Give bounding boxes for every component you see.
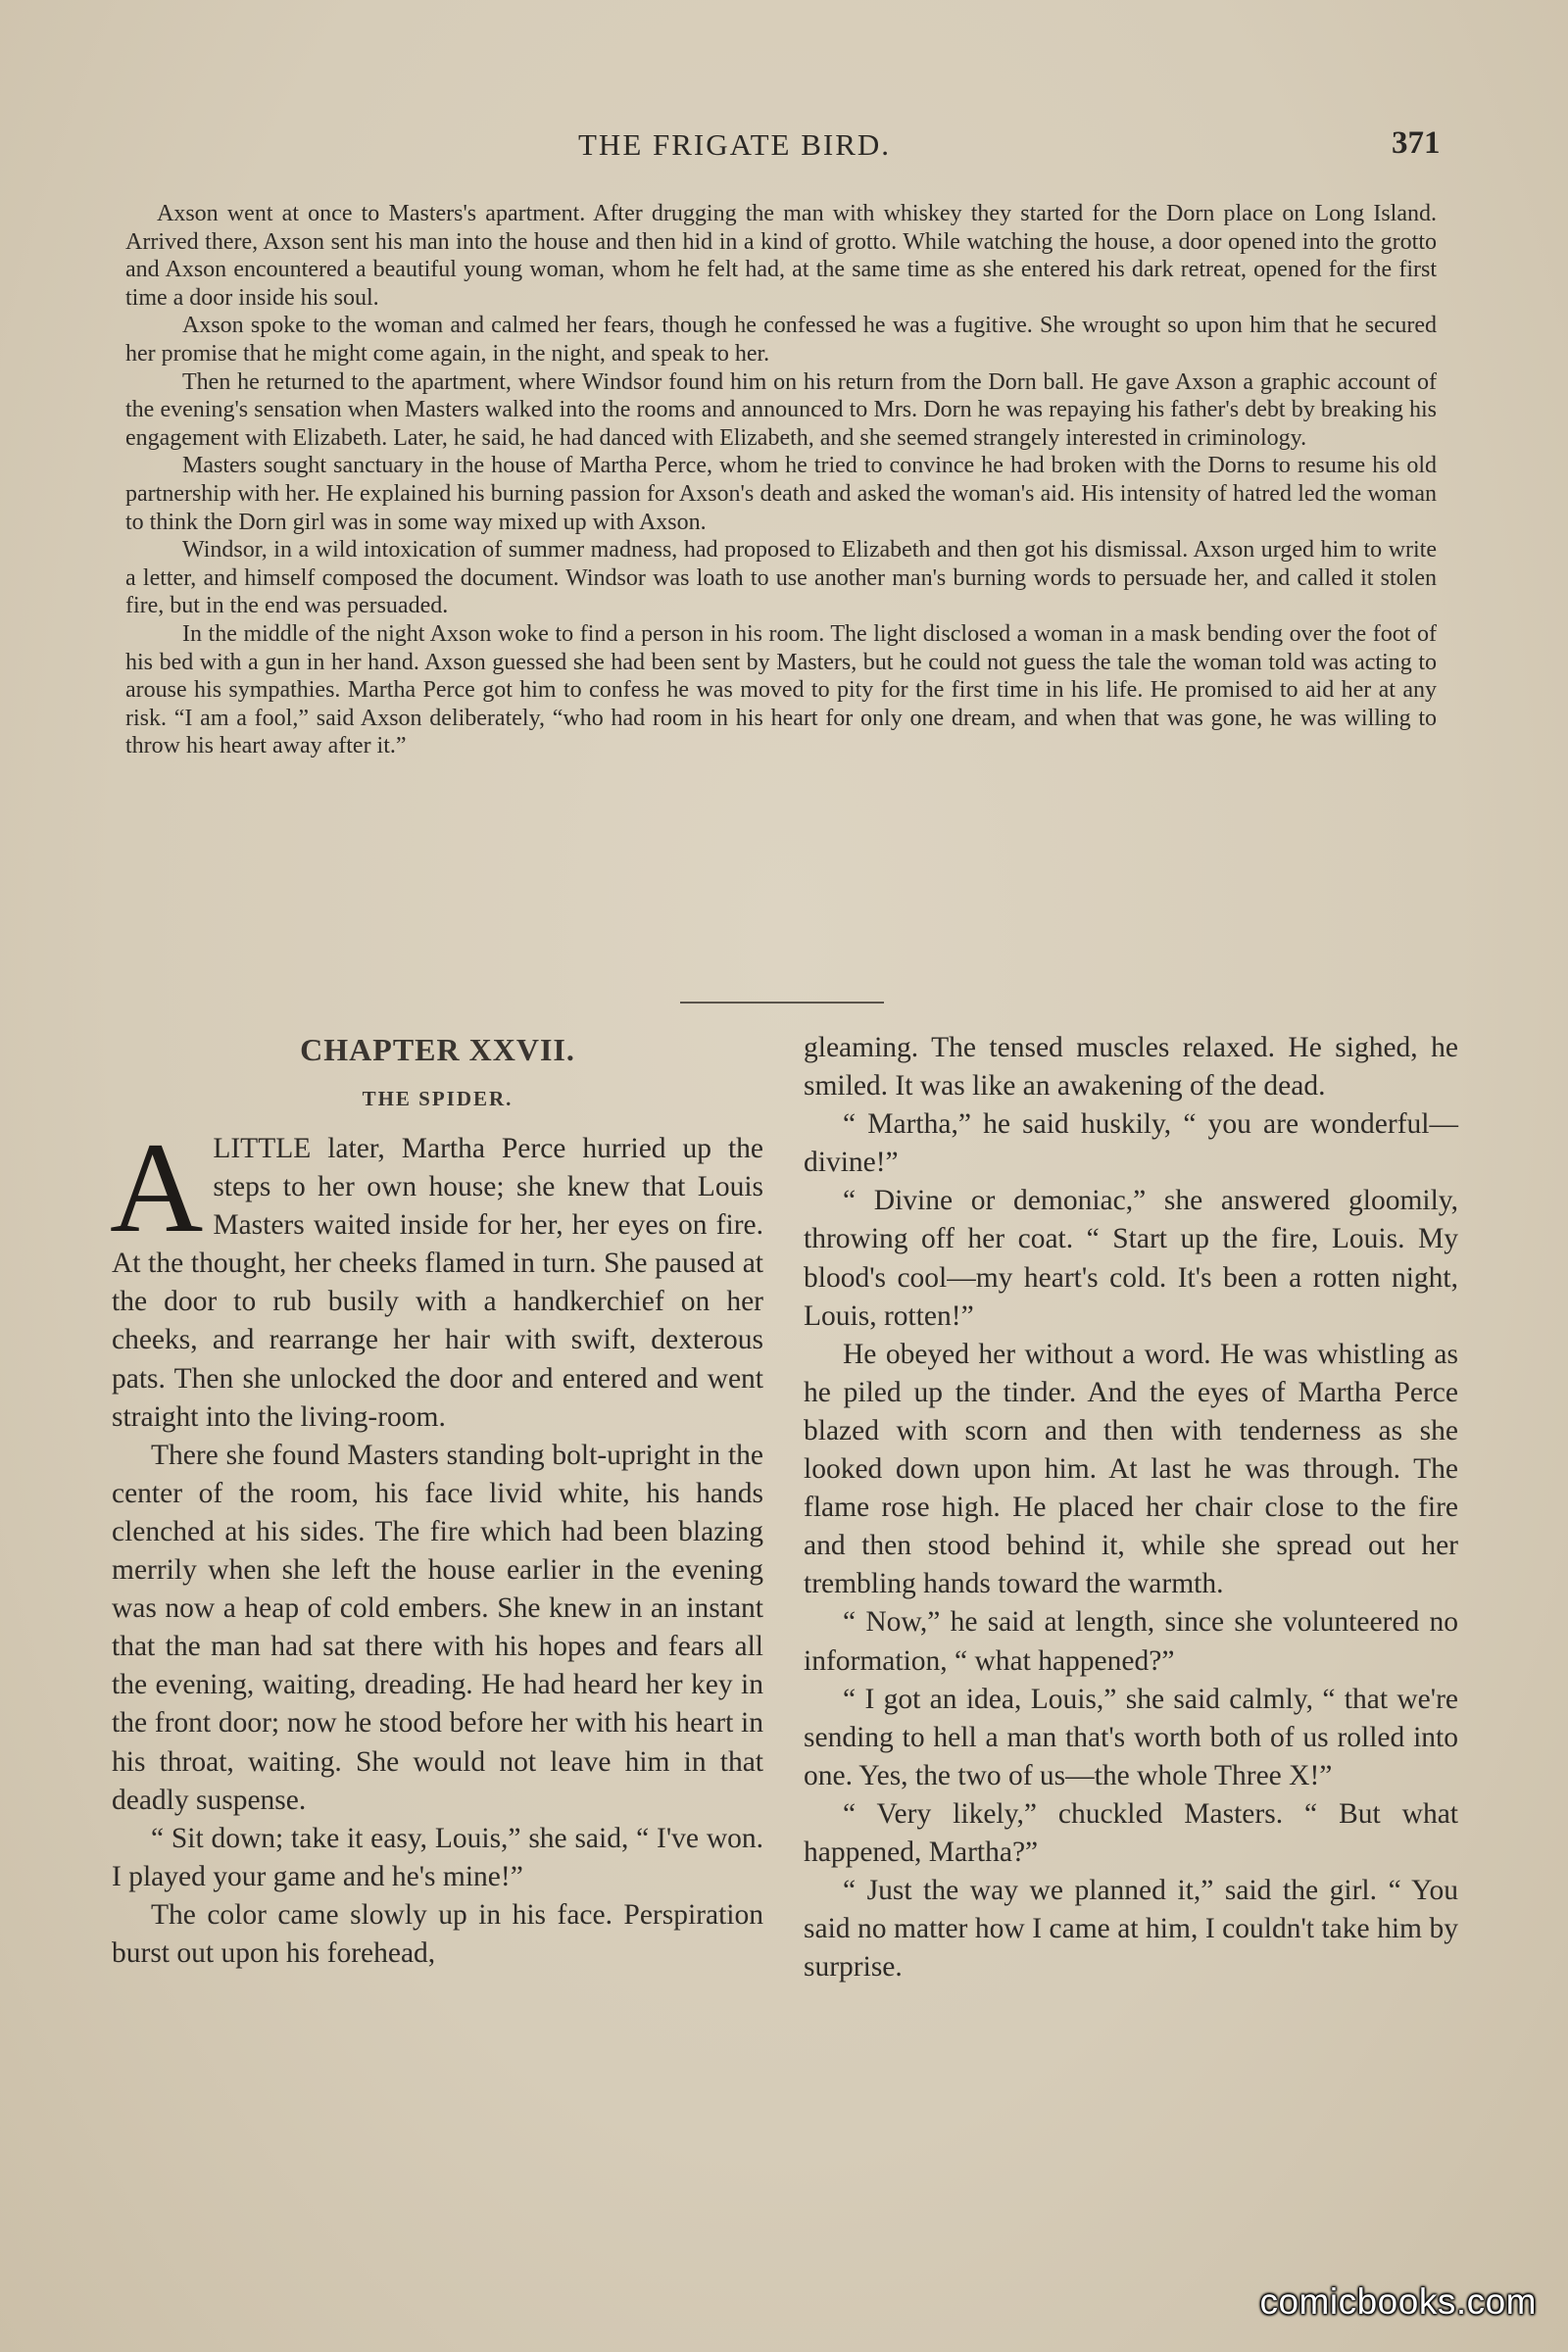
body-paragraph: “ Sit down; take it easy, Louis,” she said, “ I've won. I played your game and he's mine!” bbox=[112, 1822, 763, 1892]
running-title: THE FRIGATE BIRD. bbox=[578, 127, 892, 162]
synopsis-paragraph: Windsor, in a wild intoxication of summer madness, had proposed to Elizabeth and then got his dismissal. Axson urged him to write a letter, and himself composed the document. Windsor was loath to use another man's burning words to persuade her, and called it stolen fire, but in the end was persuaded. bbox=[125, 537, 1437, 619]
section-divider bbox=[680, 1002, 884, 1004]
synopsis-paragraph: Masters sought sanctuary in the house of Martha Perce, whom he tried to convince he had broken with the Dorns to resume his old partnership with her. He explained his burning passion for Axson's death and asked the woman's aid. His intensity of hatred led the woman to think the Dorn girl was in some way mixed up with Axson. bbox=[125, 453, 1437, 535]
body-paragraph: There she found Masters standing bolt-upright in the center of the room, his face livid white, his hands clenched at his sides. The fire which had been blazing merrily when she left the house earlier in the evening was now a heap of cold embers. She knew in an instant that the man had sat there with his hopes and fears all the evening, waiting, dreading. He had heard her key in the front door; now he stood before her with his heart in his throat, waiting. She would not leave him in that deadly suspense. bbox=[112, 1439, 763, 1816]
opening-paragraph-text: LITTLE later, Martha Perce hurried up the steps to her own house; she knew that Louis Masters waited inside for her, her eyes on fire. At the thought, her cheeks flamed in turn. She paused at the door to rub busily with a handkerchief on her cheeks, and rearrange her hair with swift, dexterous pats. Then she unlocked the door and entered and went straight into the living-room. bbox=[112, 1133, 763, 1433]
synopsis-paragraph: Axson spoke to the woman and calmed her fears, though he confessed he was a fugitive. She wrought so upon him that he secured her promise that he might come again, in the night, and speak to her. bbox=[125, 313, 1437, 367]
body-paragraph: The color came slowly up in his face. Perspiration burst out upon his forehead, bbox=[112, 1898, 763, 1969]
continued-paragraph: gleaming. The tensed muscles relaxed. He sighed, he smiled. It was like an awakening of the dead. bbox=[804, 1032, 1458, 1102]
body-paragraph: “ Just the way we planned it,” said the girl. “ You said no matter how I came at him, I couldn't take him by surprise. bbox=[804, 1875, 1458, 1984]
synopsis-section bbox=[125, 200, 1437, 760]
chapter-title: CHAPTER XXVII. bbox=[300, 1032, 575, 1067]
body-paragraph: He obeyed her without a word. He was whistling as he piled up the tinder. And the eyes of Martha Perce blazed with scorn and then with tenderness as she looked down upon him. At last he was through. The flame rose high. He placed her chair close to the fire and then stood behind it, while she spread out her trembling hands toward the warmth. bbox=[804, 1338, 1458, 1600]
body-paragraph: “ I got an idea, Louis,” she said calmly, “ that we're sending to hell a man that's worth both of us rolled into one. Yes, the two of us—the whole Three X!” bbox=[804, 1683, 1458, 1791]
body-paragraph: “ Divine or demoniac,” she answered gloomily, throwing off her coat. “ Start up the fire, Louis. My blood's cool—my heart's cold. It's been a rotten night, Louis, rotten!” bbox=[804, 1185, 1458, 1332]
drop-cap: A bbox=[110, 1115, 204, 1259]
chapter-subtitle: THE SPIDER. bbox=[362, 1087, 514, 1110]
page-number: 371 bbox=[1392, 125, 1441, 161]
synopsis-paragraph: Axson went at once to Masters's apartment. After drugging the man with whiskey they started for the Dorn place on Long Island. Arrived there, Axson sent his man into the house and then hid in a kind of grotto. While watching the house, a door opened into the grotto and Axson encountered a beautiful young woman, whom he felt had, at the same time as she entered his dark retreat, opened for the first time a door inside his soul. bbox=[125, 201, 1437, 311]
opening-paragraph bbox=[110, 1115, 763, 1437]
synopsis-paragraph: Then he returned to the apartment, where Windsor found him on his return from the Dorn ball. He gave Axson a graphic account of the evening's sensation when Masters walked into the rooms and announced to Mrs. Dorn he was repaying his father's debt by breaking his engagement with Elizabeth. Later, he said, he had danced with Elizabeth, and she seemed strangely interested in criminology. bbox=[125, 368, 1437, 451]
page-header bbox=[0, 127, 1568, 167]
body-paragraph: “ Very likely,” chuckled Masters. “ But what happened, Martha?” bbox=[804, 1797, 1458, 1868]
watermark: comicbooks.com bbox=[1259, 2281, 1537, 2322]
body-paragraph: “ Martha,” he said huskily, “ you are wonderful—divine!” bbox=[804, 1108, 1458, 1179]
body-paragraph: “ Now,” he said at length, since she volunteered no information, “ what happened?” bbox=[804, 1606, 1458, 1677]
right-column bbox=[804, 1029, 1458, 1986]
left-column bbox=[112, 1024, 763, 1973]
synopsis-paragraph: In the middle of the night Axson woke to find a person in his room. The light disclosed a woman in a mask bending over the foot of his bed with a gun in her hand. Axson guessed she had been sent by Masters, but he could not guess the tale the woman told was acting to arouse his sympathies. Martha Perce got him to confess he was moved to pity for the first time in his life. He promised to aid her at any risk. “I am a fool,” said Axson deliberately, “who had room in his heart for only one dream, and when that was gone, he was willing to throw his heart away after it.” bbox=[125, 620, 1437, 760]
